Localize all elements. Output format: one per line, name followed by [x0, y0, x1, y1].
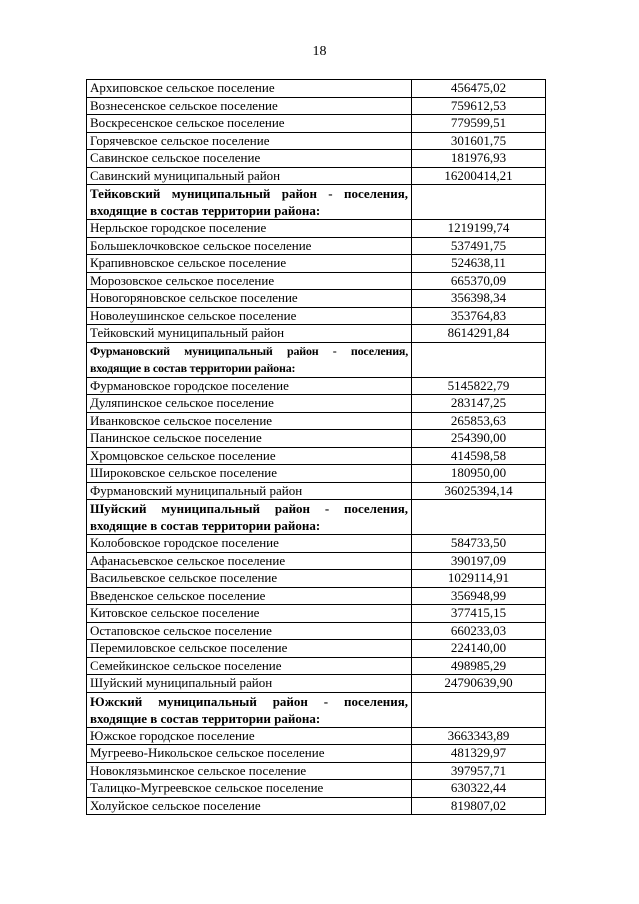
table-row — [87, 727, 546, 745]
settlement-name: Архиповское сельское поселение — [87, 80, 412, 98]
table-row — [87, 640, 546, 658]
district-header-name: Шуйский муниципальный район - поселения, входящие в состав территории района: — [87, 500, 412, 535]
table-row — [87, 80, 546, 98]
table-row — [87, 780, 546, 798]
settlement-name: Афанасьевское сельское поселение — [87, 552, 412, 570]
table-row — [87, 97, 546, 115]
settlement-name: Иванковское сельское поселение — [87, 412, 412, 430]
district-header-row — [87, 692, 546, 727]
table-row — [87, 762, 546, 780]
amount-value: 524638,11 — [412, 255, 546, 273]
table-row — [87, 797, 546, 815]
amount-value: 779599,51 — [412, 115, 546, 133]
table-row — [87, 447, 546, 465]
settlement-name: Васильевское сельское поселение — [87, 570, 412, 588]
table-row — [87, 237, 546, 255]
table-row — [87, 167, 546, 185]
settlement-name: Семейкинское сельское поселение — [87, 657, 412, 675]
settlement-name: Вознесенское сельское поселение — [87, 97, 412, 115]
settlement-name: Крапивновское сельское поселение — [87, 255, 412, 273]
settlement-name: Перемиловское сельское поселение — [87, 640, 412, 658]
settlement-name: Широковское сельское поселение — [87, 465, 412, 483]
amount-value — [412, 692, 546, 727]
amount-value: 356398,34 — [412, 290, 546, 308]
settlement-name: Новолеушинское сельское поселение — [87, 307, 412, 325]
amount-value: 498985,29 — [412, 657, 546, 675]
table-row — [87, 675, 546, 693]
amount-value: 356948,99 — [412, 587, 546, 605]
district-header-name: Фурмановский муниципальный район - поселения, входящие в состав территории района: — [87, 342, 412, 377]
table-row — [87, 587, 546, 605]
settlement-name: Шуйский муниципальный район — [87, 675, 412, 693]
amount-value: 1219199,74 — [412, 220, 546, 238]
table-row — [87, 307, 546, 325]
table-row — [87, 412, 546, 430]
settlement-name: Фурмановское городское поселение — [87, 377, 412, 395]
amount-value — [412, 342, 546, 377]
table-row — [87, 465, 546, 483]
table-row — [87, 272, 546, 290]
amount-value: 254390,00 — [412, 430, 546, 448]
table-row — [87, 482, 546, 500]
table-row — [87, 220, 546, 238]
amount-value: 3663343,89 — [412, 727, 546, 745]
amount-value: 283147,25 — [412, 395, 546, 413]
table-row — [87, 622, 546, 640]
table-row — [87, 150, 546, 168]
table-row — [87, 325, 546, 343]
settlement-name: Большеклочковское сельское поселение — [87, 237, 412, 255]
amount-value: 224140,00 — [412, 640, 546, 658]
table-row — [87, 552, 546, 570]
district-header-name: Тейковский муниципальный район - поселения, входящие в состав территории района: — [87, 185, 412, 220]
table-row — [87, 605, 546, 623]
settlement-name: Нерльское городское поселение — [87, 220, 412, 238]
amount-value: 36025394,14 — [412, 482, 546, 500]
amount-value: 660233,03 — [412, 622, 546, 640]
page-number: 18 — [312, 44, 327, 59]
table-row — [87, 570, 546, 588]
settlement-name: Воскресенское сельское поселение — [87, 115, 412, 133]
table-row — [87, 657, 546, 675]
settlement-name: Талицко-Мугреевское сельское поселение — [87, 780, 412, 798]
amount-value: 665370,09 — [412, 272, 546, 290]
table-row — [87, 290, 546, 308]
table-row — [87, 745, 546, 763]
table-row — [87, 395, 546, 413]
settlement-name: Фурмановский муниципальный район — [87, 482, 412, 500]
amount-value: 481329,97 — [412, 745, 546, 763]
amount-value: 819807,02 — [412, 797, 546, 815]
settlement-name: Савинский муниципальный район — [87, 167, 412, 185]
settlement-name: Хромцовское сельское поселение — [87, 447, 412, 465]
amount-value: 397957,71 — [412, 762, 546, 780]
amount-value: 353764,83 — [412, 307, 546, 325]
settlement-name: Новогоряновское сельское поселение — [87, 290, 412, 308]
amount-value: 537491,75 — [412, 237, 546, 255]
amount-value: 5145822,79 — [412, 377, 546, 395]
district-header-row — [87, 185, 546, 220]
settlement-name: Панинское сельское поселение — [87, 430, 412, 448]
amount-value: 16200414,21 — [412, 167, 546, 185]
settlement-name: Тейковский муниципальный район — [87, 325, 412, 343]
amount-value: 390197,09 — [412, 552, 546, 570]
amount-value: 584733,50 — [412, 535, 546, 553]
amount-value: 456475,02 — [412, 80, 546, 98]
table-row — [87, 535, 546, 553]
table-row — [87, 132, 546, 150]
amount-value: 265853,63 — [412, 412, 546, 430]
table-row — [87, 430, 546, 448]
table-body — [87, 80, 546, 815]
settlement-name: Колобовское городское поселение — [87, 535, 412, 553]
settlement-name: Мугреево-Никольское сельское поселение — [87, 745, 412, 763]
district-header-row — [87, 500, 546, 535]
amount-value: 759612,53 — [412, 97, 546, 115]
amount-value: 377415,15 — [412, 605, 546, 623]
amount-value: 1029114,91 — [412, 570, 546, 588]
settlement-name: Холуйское сельское поселение — [87, 797, 412, 815]
amount-value — [412, 185, 546, 220]
amount-value: 24790639,90 — [412, 675, 546, 693]
table-row — [87, 377, 546, 395]
table-row — [87, 115, 546, 133]
settlement-name: Новоклязьминское сельское поселение — [87, 762, 412, 780]
settlement-name: Южское городское поселение — [87, 727, 412, 745]
settlement-name: Китовское сельское поселение — [87, 605, 412, 623]
amount-value: 181976,93 — [412, 150, 546, 168]
amount-value: 301601,75 — [412, 132, 546, 150]
amount-value: 8614291,84 — [412, 325, 546, 343]
settlement-name: Введенское сельское поселение — [87, 587, 412, 605]
amount-value — [412, 500, 546, 535]
district-header-name: Южский муниципальный район - поселения, входящие в состав территории района: — [87, 692, 412, 727]
amount-value: 630322,44 — [412, 780, 546, 798]
table-row — [87, 255, 546, 273]
budget-table — [86, 79, 546, 815]
amount-value: 180950,00 — [412, 465, 546, 483]
settlement-name: Горячевское сельское поселение — [87, 132, 412, 150]
settlement-name: Дуляпинское сельское поселение — [87, 395, 412, 413]
settlement-name: Савинское сельское поселение — [87, 150, 412, 168]
settlement-name: Морозовское сельское поселение — [87, 272, 412, 290]
amount-value: 414598,58 — [412, 447, 546, 465]
district-header-row — [87, 342, 546, 377]
settlement-name: Остаповское сельское поселение — [87, 622, 412, 640]
